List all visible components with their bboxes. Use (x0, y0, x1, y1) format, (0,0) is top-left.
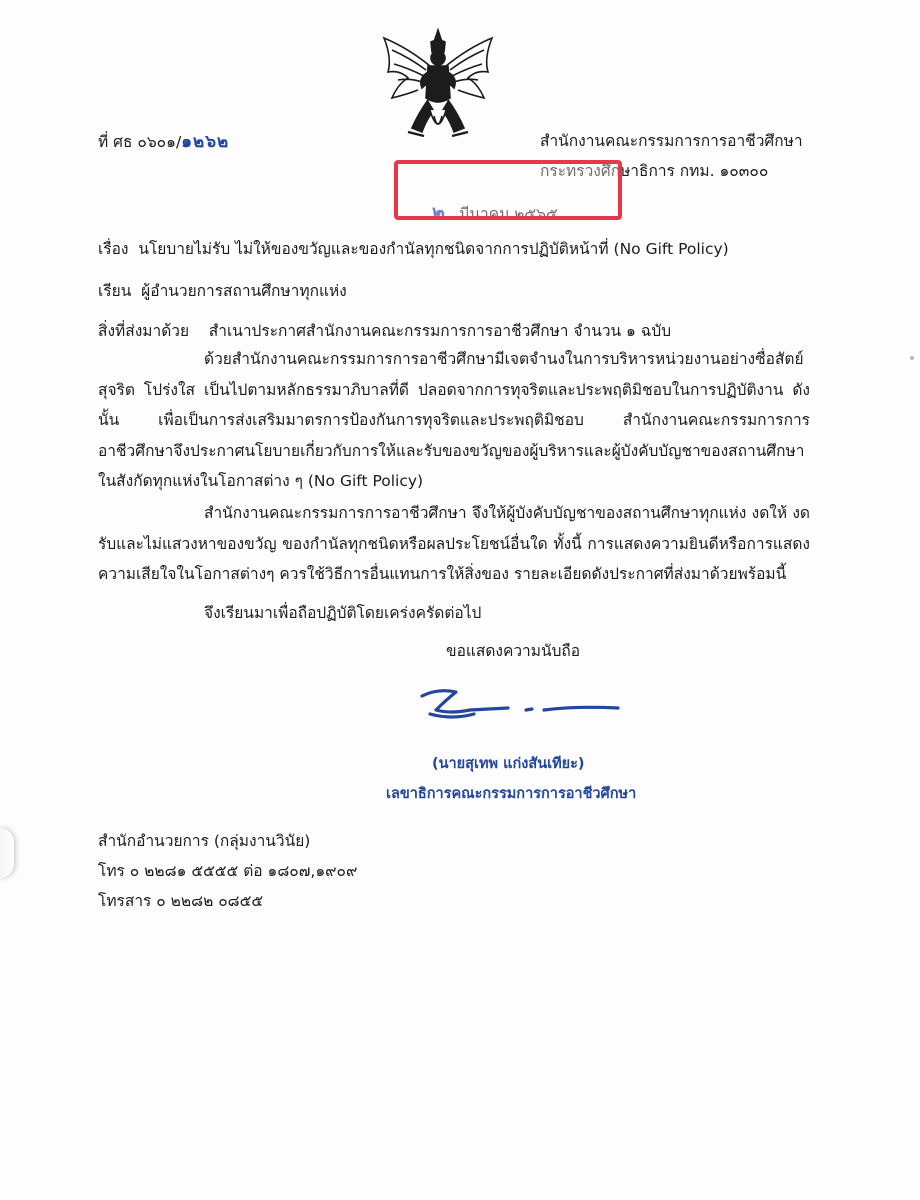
date-month-year: มีนาคม ๒๕๖๕ (459, 205, 558, 223)
body-paragraph-2: สำนักงานคณะกรรมการการอาชีวศึกษา จึงให้ผู้บังคับบัญชาของสถานศึกษาทุกแห่ง งดให้ งดรับและไม่แสวงหาของขวัญ ของกำนัลทุกชนิดหรือผลประโยชน์อื่นใด ทั้งนี้ การแสดงความยินดีหรือการแสดงความเสียใจในโอกาสต่างๆ ควรใช้วิธีการอื่นแทนการให้สิ่งของ รายละเอียดดังประกาศที่ส่งมาด้วยพร้อมนี้ (98, 504, 810, 583)
page-edge-shadow (0, 828, 14, 878)
enclosure-label: สิ่งที่ส่งมาด้วย (98, 322, 190, 340)
paper-speck (910, 356, 914, 360)
org-name: สำนักงานคณะกรรมการการอาชีวศึกษา (540, 132, 803, 150)
reference-handwritten-number: ๑๒๖๒ (181, 132, 230, 152)
body-paragraph-1: ด้วยสำนักงานคณะกรรมการการอาชีวศึกษามีเจตจำนงในการบริหารหน่วยงานอย่างซื่อสัตย์ สุจริต โปร่งใส เป็นไปตามหลักธรรมาภิบาลที่ดี ปลอดจากการทุจริตและประพฤติมิชอบในการปฏิบัติงาน ดังนั้น เพื่อเป็นการส่งเสริมมาตรการป้องกันการทุจริตและประพฤติมิชอบ สำนักงานคณะกรรมการการอาชีวศึกษาจึงประกาศนโยบายเกี่ยวกับการให้และรับของขวัญของผู้บริหารและผู้บังคับบัญชาของสถานศึกษาในสังกัดทุกแห่งในโอกาสต่าง ๆ (No Gift Policy) (98, 350, 810, 490)
subject-line (98, 236, 729, 261)
regards-line: ขอแสดงความนับถือ (446, 642, 581, 660)
closing-line: จึงเรียนมาเพื่อถือปฏิบัติโดยเคร่งครัดต่อไป (204, 604, 482, 622)
subject-label: เรื่อง (98, 240, 129, 258)
reference-prefix: ที่ ศธ ๐๖๐๑/ (98, 133, 182, 151)
org-address: กระทรวงศึกษาธิการ กทม. ๑๐๓๐๐ (540, 162, 769, 180)
garuda-emblem-icon (378, 28, 498, 146)
salutation-text: ผู้อำนวยการสถานศึกษาทุกแห่ง (141, 282, 347, 300)
date-highlight-box (394, 160, 622, 220)
salutation-label: เรียน (98, 282, 132, 300)
footer-fax: โทรสาร ๐ ๒๒๘๒ ๐๘๕๕ (98, 892, 264, 910)
enclosure-line (98, 318, 671, 343)
salutation-line (98, 278, 347, 303)
signer-title: เลขาธิการคณะกรรมการการอาชีวศึกษา (386, 786, 637, 802)
footer-phone: โทร ๐ ๒๒๘๑ ๕๕๕๕ ต่อ ๑๘๐๗,๑๙๐๙ (98, 862, 358, 880)
subject-text: นโยบายไม่รับ ไม่ให้ของขวัญและของกำนัลทุกชนิดจากการปฏิบัติหน้าที่ (No Gift Policy) (138, 240, 729, 258)
date-day-handwritten: ๒ (432, 200, 446, 224)
handwritten-signature (416, 680, 626, 730)
enclosure-text: สำเนาประกาศสำนักงานคณะกรรมการการอาชีวศึกษา จำนวน ๑ ฉบับ (208, 322, 672, 340)
footer-department: สำนักอำนวยการ (กลุ่มงานวินัย) (98, 832, 311, 850)
reference-number (98, 128, 229, 155)
signer-name: (นายสุเทพ แก่งสันเทียะ) (432, 756, 585, 772)
